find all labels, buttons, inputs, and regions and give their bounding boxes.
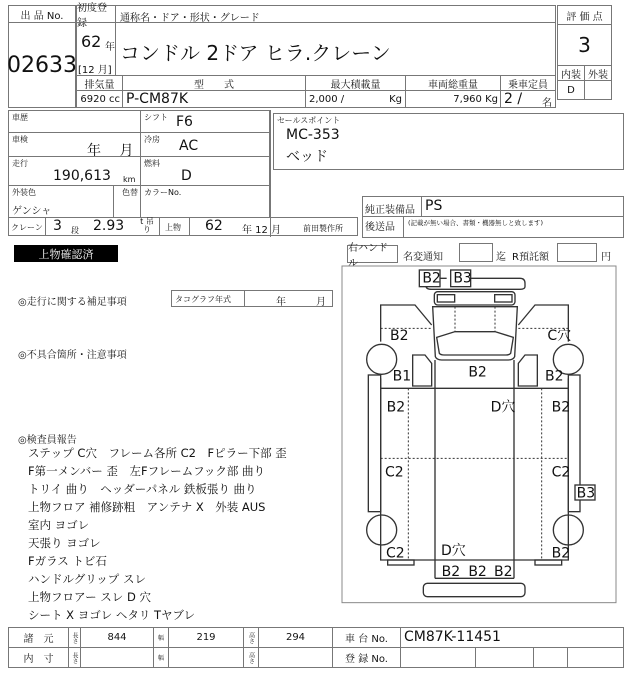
until-label: 迄: [496, 252, 506, 263]
capacity-unit: 名: [542, 98, 552, 109]
damage-mark: C2: [385, 464, 404, 481]
damage-mark: B1: [392, 368, 412, 385]
max-load-box: [305, 90, 406, 108]
year-unit: 年: [105, 42, 115, 53]
model-label: 型 式: [122, 75, 306, 91]
fuel-cell: [140, 156, 270, 186]
body-year: 62: [205, 218, 223, 234]
gross-label: 車両総重量: [405, 75, 501, 91]
inner-width-label: 幅: [153, 647, 169, 668]
inner-label: 内 寸: [8, 647, 69, 668]
equipment-row: [362, 196, 624, 217]
damage-mark: B2: [441, 564, 461, 580]
report-line: シート X ヨゴレ ヘタリ Tヤブレ: [28, 608, 196, 622]
damage-mark: B2: [468, 564, 487, 580]
body-label: 上物: [165, 223, 181, 232]
equipment-value: PS: [425, 198, 443, 214]
body-month: 年 12 月: [242, 225, 282, 236]
lot-label: 出 品 No.: [8, 5, 76, 23]
report-line: トリイ 曲り ヘッダーパネル 鉄板張り 曲り: [28, 482, 257, 496]
reg-cell: [475, 647, 534, 668]
chassis-label: 車 台 No.: [332, 627, 401, 648]
capacity: 2 /: [504, 91, 523, 107]
max-load-label: 最大積載量: [305, 75, 406, 91]
width-label: 幅: [153, 627, 169, 648]
capacity-box: [500, 90, 556, 108]
mileage-label: 走行: [12, 159, 28, 168]
damage-mark: B3: [576, 485, 596, 502]
crane-row: [8, 217, 358, 236]
damage-mark: B2: [422, 270, 441, 287]
later-note: (記載が無い場合、書類・機器無しと致します): [408, 219, 544, 227]
name-label: 通称名・ドア・形状・グレード: [115, 5, 556, 23]
report-lines: [28, 444, 338, 624]
damage-mark: B3: [453, 270, 472, 287]
inspection-cell: [8, 132, 141, 157]
score: 3: [557, 24, 612, 66]
shift-label: シフト: [144, 113, 168, 122]
interior-label: 内装: [557, 65, 585, 81]
confirmed-badge: 上物確認済: [14, 245, 118, 262]
capacity-label: 乗車定員: [500, 75, 556, 91]
crane-stages: 3: [53, 218, 62, 234]
displacement-label: 排気量: [76, 75, 123, 91]
fuel-label: 燃料: [144, 159, 160, 168]
damage-mark: C2: [386, 545, 405, 562]
crane-ton: 2.93: [93, 218, 125, 234]
color-label: 外装色: [12, 188, 36, 197]
defect-title: ◎不具合箇所・注意事項: [18, 350, 127, 361]
reg-label: 登 録 No.: [332, 647, 401, 668]
mileage: 190,613: [53, 168, 111, 184]
color-no-cell: [140, 185, 270, 218]
color-no-label: カラーNo.: [144, 188, 182, 197]
report-title: ◎検査員報告: [18, 435, 77, 446]
damage-mark: B2: [390, 328, 409, 344]
equipment-label: 純正装備品: [365, 205, 415, 216]
damage-mark: D穴: [441, 543, 466, 559]
damage-mark: B2: [494, 564, 513, 580]
ac-label: 冷房: [144, 135, 160, 144]
inspection: 年 月: [87, 143, 134, 159]
tacho-box: [171, 290, 333, 307]
score-label: 評 価 点: [557, 5, 612, 25]
report-line: 室内 ヨゴレ: [28, 518, 90, 532]
first-reg-label: 初度登録: [76, 5, 116, 23]
report-line: 天張り ヨゴレ: [28, 536, 101, 550]
reg-cell: [400, 647, 476, 668]
ac: AC: [179, 138, 199, 154]
gross-weight: 7,960 Kg: [405, 90, 501, 108]
damage-mark: B2: [551, 399, 571, 416]
stage-unit: 段: [71, 226, 79, 235]
tacho-label: タコグラフ年式: [175, 295, 231, 304]
damage-mark: B2: [551, 545, 571, 562]
exterior-grade: [584, 80, 612, 100]
color: ゲンシャ: [12, 206, 52, 217]
displacement: 6920 cc: [76, 90, 123, 108]
damage-mark: B2: [386, 399, 406, 416]
damage-mark: B2: [468, 364, 487, 381]
ac-cell: [140, 132, 270, 157]
damage-mark: B2: [545, 368, 564, 385]
name-change-label: 名変通知: [403, 252, 443, 263]
shift: F6: [176, 114, 193, 130]
inspection-label: 車検: [12, 135, 28, 144]
right-handle-label: 右ハンドル: [347, 245, 398, 263]
shift-cell: [140, 110, 270, 133]
mileage-cell: [8, 156, 141, 186]
vehicle-damage-diagram: [340, 260, 620, 620]
exterior-label: 外装: [584, 65, 612, 81]
first-reg-month: [12 月]: [78, 65, 112, 76]
height-value: 294: [258, 627, 333, 648]
report-line: Fガラス トビ石: [28, 554, 107, 568]
divider: [270, 110, 271, 237]
color-change-cell: [113, 185, 141, 218]
report-line: ステップ C穴 フレーム各所 C2 Fピラー下部 歪: [28, 446, 287, 460]
damage-mark: D穴: [490, 399, 516, 416]
inner-width-value: [168, 647, 244, 668]
inner-length-value: [80, 647, 154, 668]
first-reg-box: [76, 22, 116, 76]
report-line: 上物フロア 補修跡粗 アンテナ X 外装 AUS: [28, 500, 266, 514]
spec-label: 諸 元: [8, 627, 69, 648]
inner-height-value: [258, 647, 333, 668]
body-maker: 前田製作所: [303, 224, 343, 233]
mileage-notes-title: ◎走行に関する補足事項: [18, 297, 127, 308]
interior-grade: D: [557, 80, 585, 100]
later-row: [362, 216, 624, 238]
history-cell: [8, 110, 141, 133]
first-reg-year: 62: [81, 32, 102, 51]
max-load-unit: Kg: [389, 94, 402, 105]
width-value: 219: [168, 627, 244, 648]
color-cell: [8, 185, 114, 218]
damage-mark: C2: [551, 464, 571, 481]
sale-point-box: [273, 113, 624, 170]
length-label: 長さ: [68, 627, 81, 648]
report-line: ハンドルグリップ スレ: [28, 572, 146, 586]
lot-number: 02633: [8, 22, 76, 108]
color-change-label: 色替: [122, 188, 138, 197]
later-label: 後送品: [365, 222, 395, 233]
inner-length-label: 長さ: [68, 647, 81, 668]
sale-point-line: MC-353: [286, 127, 340, 143]
sale-point-label: セールスポイント: [277, 116, 341, 125]
sale-point-line: ベッド: [286, 149, 328, 165]
yen-label: 円: [601, 252, 611, 263]
ton-unit: t 吊り: [140, 217, 154, 234]
height-label: 高さ: [243, 627, 259, 648]
report-line: F第一メンバー 歪 左Fフレームフック部 曲り: [28, 464, 265, 478]
crane-label: クレーン: [11, 223, 43, 232]
damage-mark: C穴: [547, 328, 572, 344]
fuel: D: [181, 168, 192, 184]
length-value: 844: [80, 627, 154, 648]
report-line: 上物フロアー スレ D 穴: [28, 590, 151, 604]
model: P-CM87K: [122, 90, 306, 108]
recycle-label: R預託額: [512, 252, 549, 263]
tacho-value: 年 月: [276, 297, 326, 308]
max-load: 2,000 /: [309, 94, 345, 105]
vehicle-name: コンドル 2ドア ヒラ.クレーン: [115, 22, 556, 76]
history-label: 車歴: [12, 113, 28, 122]
reg-cell: [533, 647, 568, 668]
chassis-number: CM87K-11451: [400, 627, 624, 648]
reg-cell: [567, 647, 624, 668]
inner-height-label: 高さ: [243, 647, 259, 668]
mileage-unit: km: [123, 175, 136, 184]
